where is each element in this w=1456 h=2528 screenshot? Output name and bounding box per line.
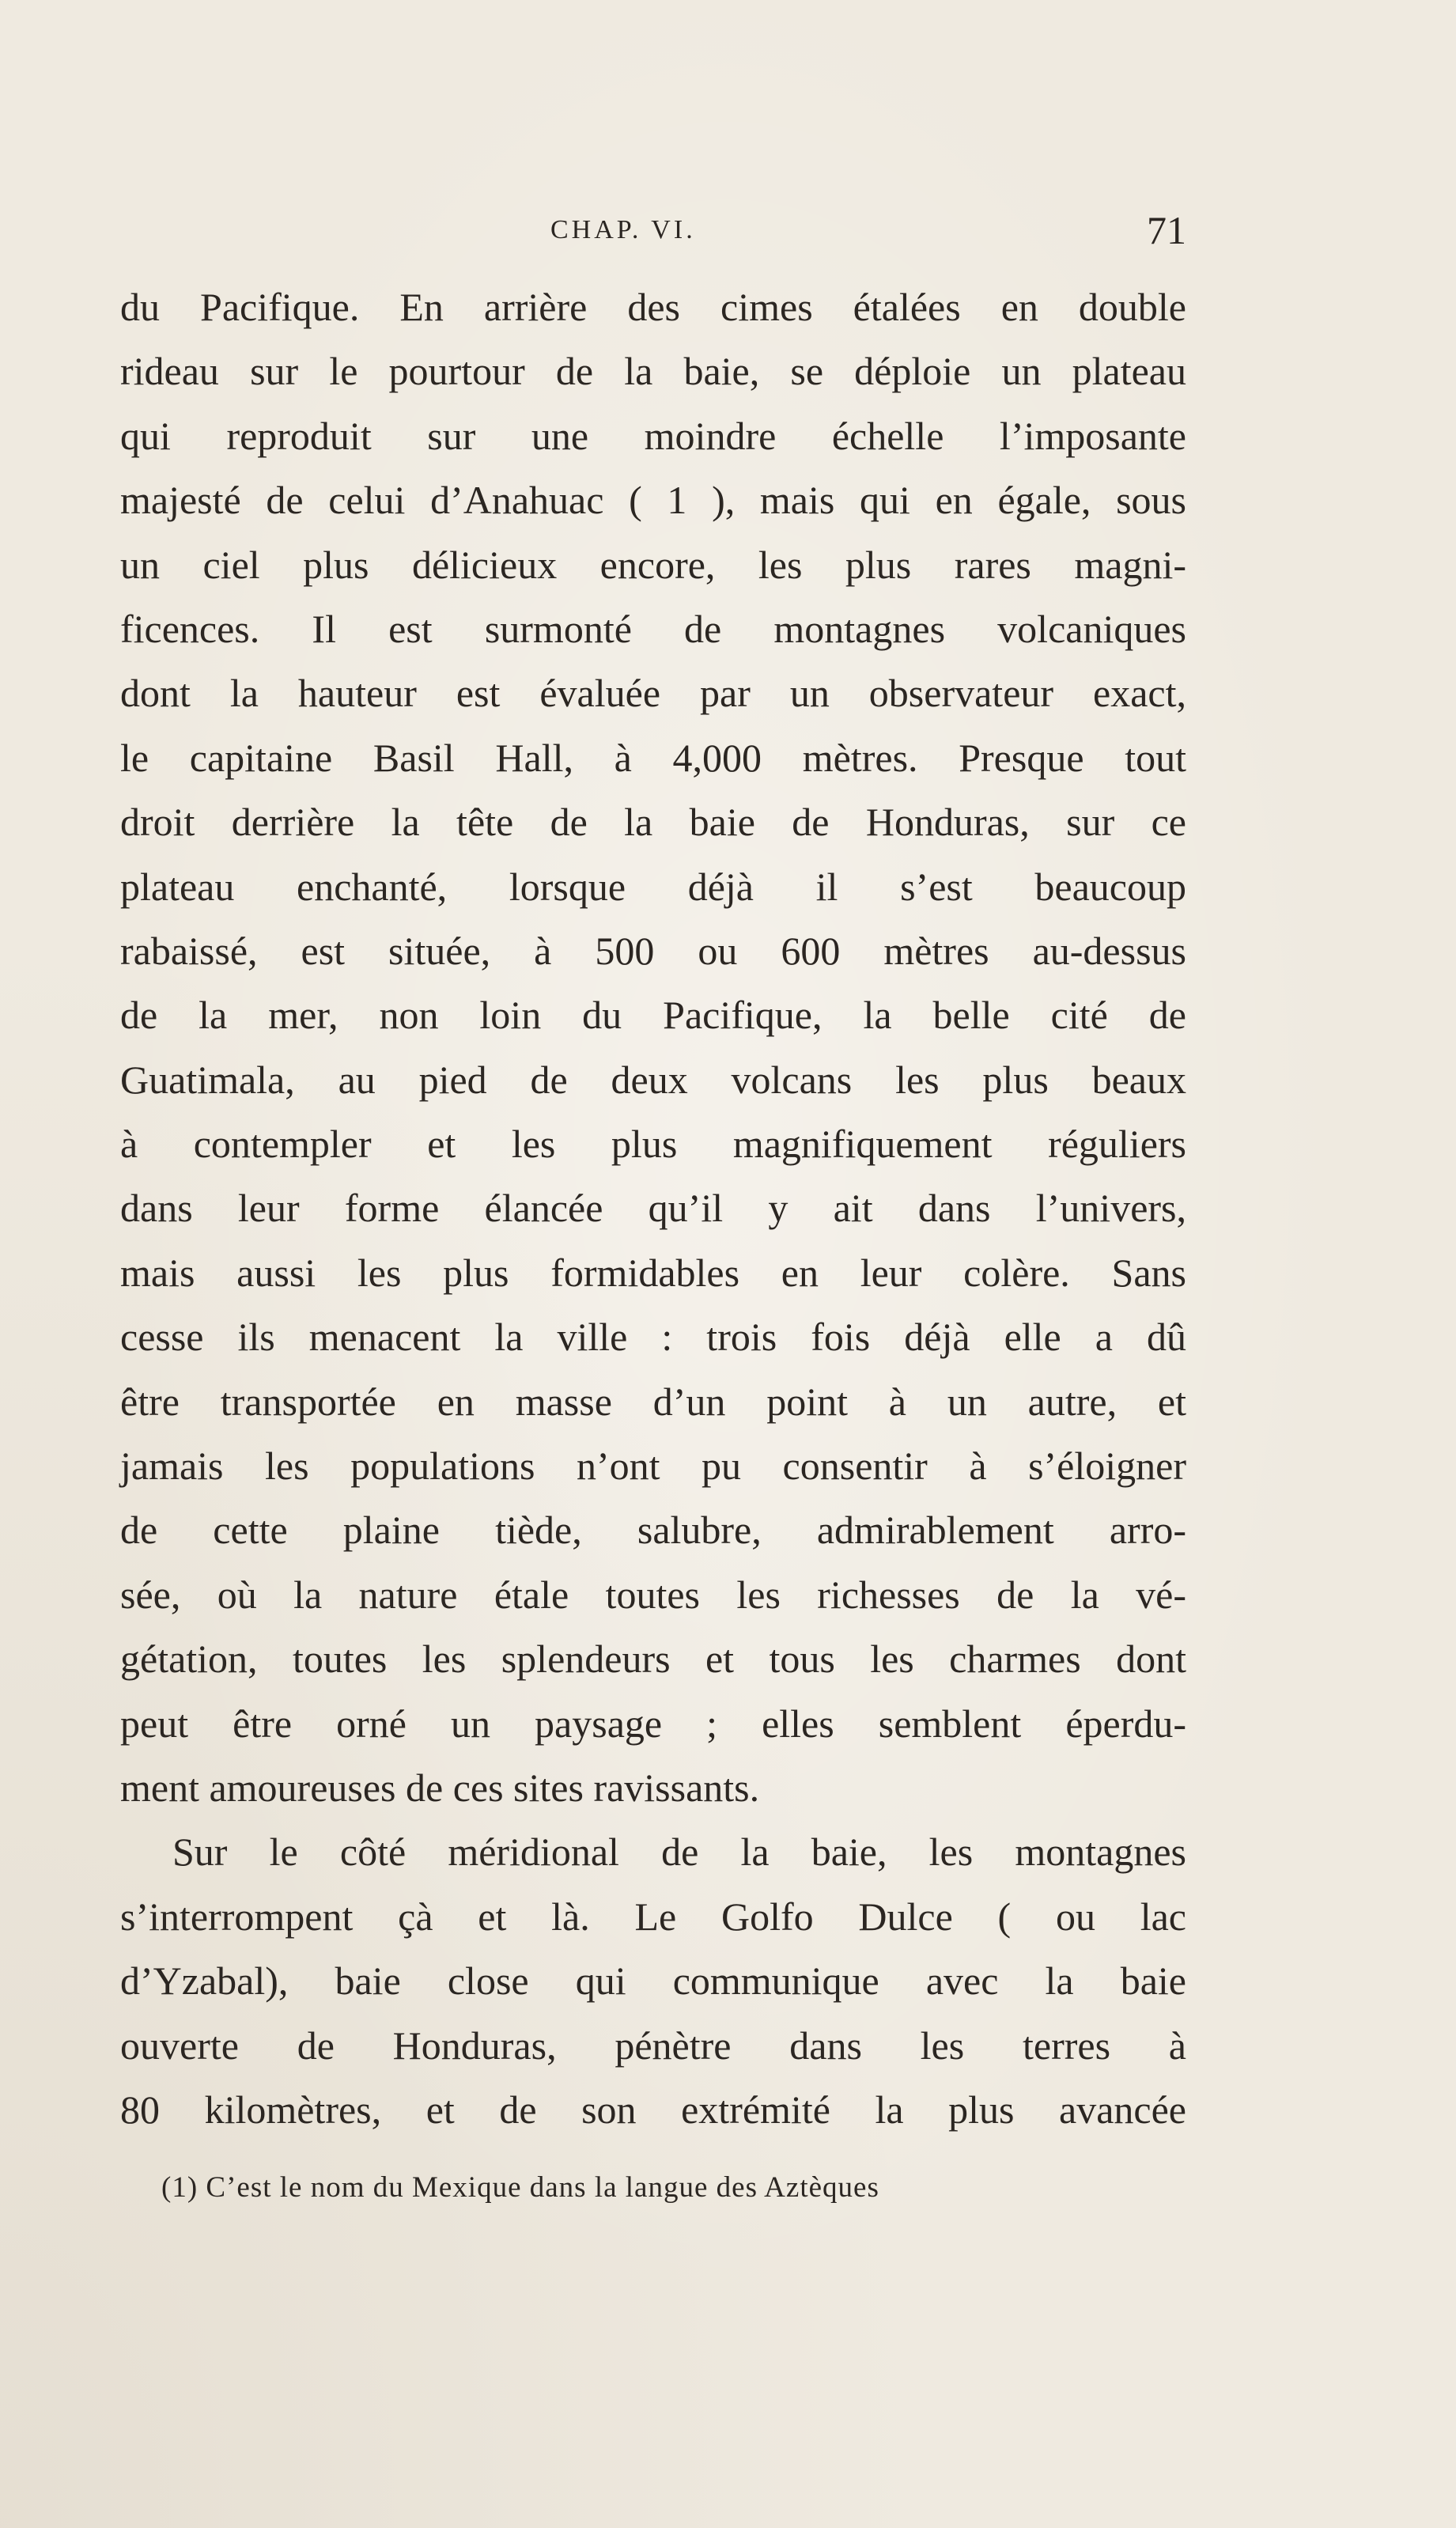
text-line: le capitaine Basil Hall, à 4,000 mètres. Presque tout: [120, 735, 1186, 780]
body-text: [120, 275, 1186, 2142]
text-line: être transportée en masse d’un point à un autre, et: [120, 1379, 1186, 1424]
text-line: rabaissé, est située, à 500 ou 600 mètres au-dessus: [120, 928, 1186, 973]
running-head: CHAP. VI.: [550, 215, 696, 244]
text-line: 80 kilomètres, et de son extrémité la plus avancée: [120, 2087, 1186, 2132]
text-line: gétation, toutes les splendeurs et tous les charmes dont: [120, 1637, 1186, 1682]
text-line: dont la hauteur est évaluée par un observateur exact,: [120, 671, 1186, 716]
footnote: (1) C’est le nom du Mexique dans la langue des Aztèques: [161, 2171, 879, 2204]
text-line: de la mer, non loin du Pacifique, la belle cité de: [120, 993, 1186, 1038]
text-line: dans leur forme élancée qu’il y ait dans l’univers,: [120, 1186, 1186, 1231]
text-line: ficences. Il est surmonté de montagnes volcaniques: [120, 606, 1186, 651]
text-line: qui reproduit sur une moindre échelle l’imposante: [120, 413, 1186, 458]
paragraph-start-line: Sur le côté méridional de la baie, les montagnes: [172, 1830, 1186, 1875]
text-line: rideau sur le pourtour de la baie, se déploie un plateau: [120, 349, 1186, 394]
text-line: Guatimala, au pied de deux volcans les plus beaux: [120, 1057, 1186, 1102]
text-line: à contempler et les plus magnifiquement réguliers: [120, 1122, 1186, 1167]
text-line: d’Yzabal), baie close qui communique avec la baie: [120, 1958, 1186, 2004]
text-line: mais aussi les plus formidables en leur colère. Sans: [120, 1250, 1186, 1295]
text-line: de cette plaine tiède, salubre, admirablement arro-: [120, 1508, 1186, 1553]
page-number: 71: [1147, 208, 1186, 252]
text-line: cesse ils menacent la ville : trois fois déjà elle a dû: [120, 1315, 1186, 1360]
text-line: sée, où la nature étale toutes les richesses de la vé-: [120, 1572, 1186, 1617]
text-line: un ciel plus délicieux encore, les plus rares magni-: [120, 542, 1186, 587]
text-line: peut être orné un paysage ; elles semblent éperdu-: [120, 1701, 1186, 1746]
page-header: [120, 208, 1186, 263]
text-line: droit derrière la tête de la baie de Honduras, sur ce: [120, 800, 1186, 845]
text-line: plateau enchanté, lorsque déjà il s’est beaucoup: [120, 864, 1186, 909]
text-line: du Pacifique. En arrière des cimes étalées en double: [120, 285, 1186, 329]
text-line: s’interrompent çà et là. Le Golfo Dulce ( ou lac: [120, 1894, 1186, 1939]
text-line: ouverte de Honduras, pénètre dans les terres à: [120, 2023, 1186, 2068]
paragraph-end-line: ment amoureuses de ces sites ravissants.: [120, 1765, 760, 1810]
text-line: jamais les populations n’ont pu consentir à s’éloigner: [120, 1444, 1186, 1489]
text-line: majesté de celui d’Anahuac ( 1 ), mais qui en égale, sous: [120, 478, 1186, 523]
